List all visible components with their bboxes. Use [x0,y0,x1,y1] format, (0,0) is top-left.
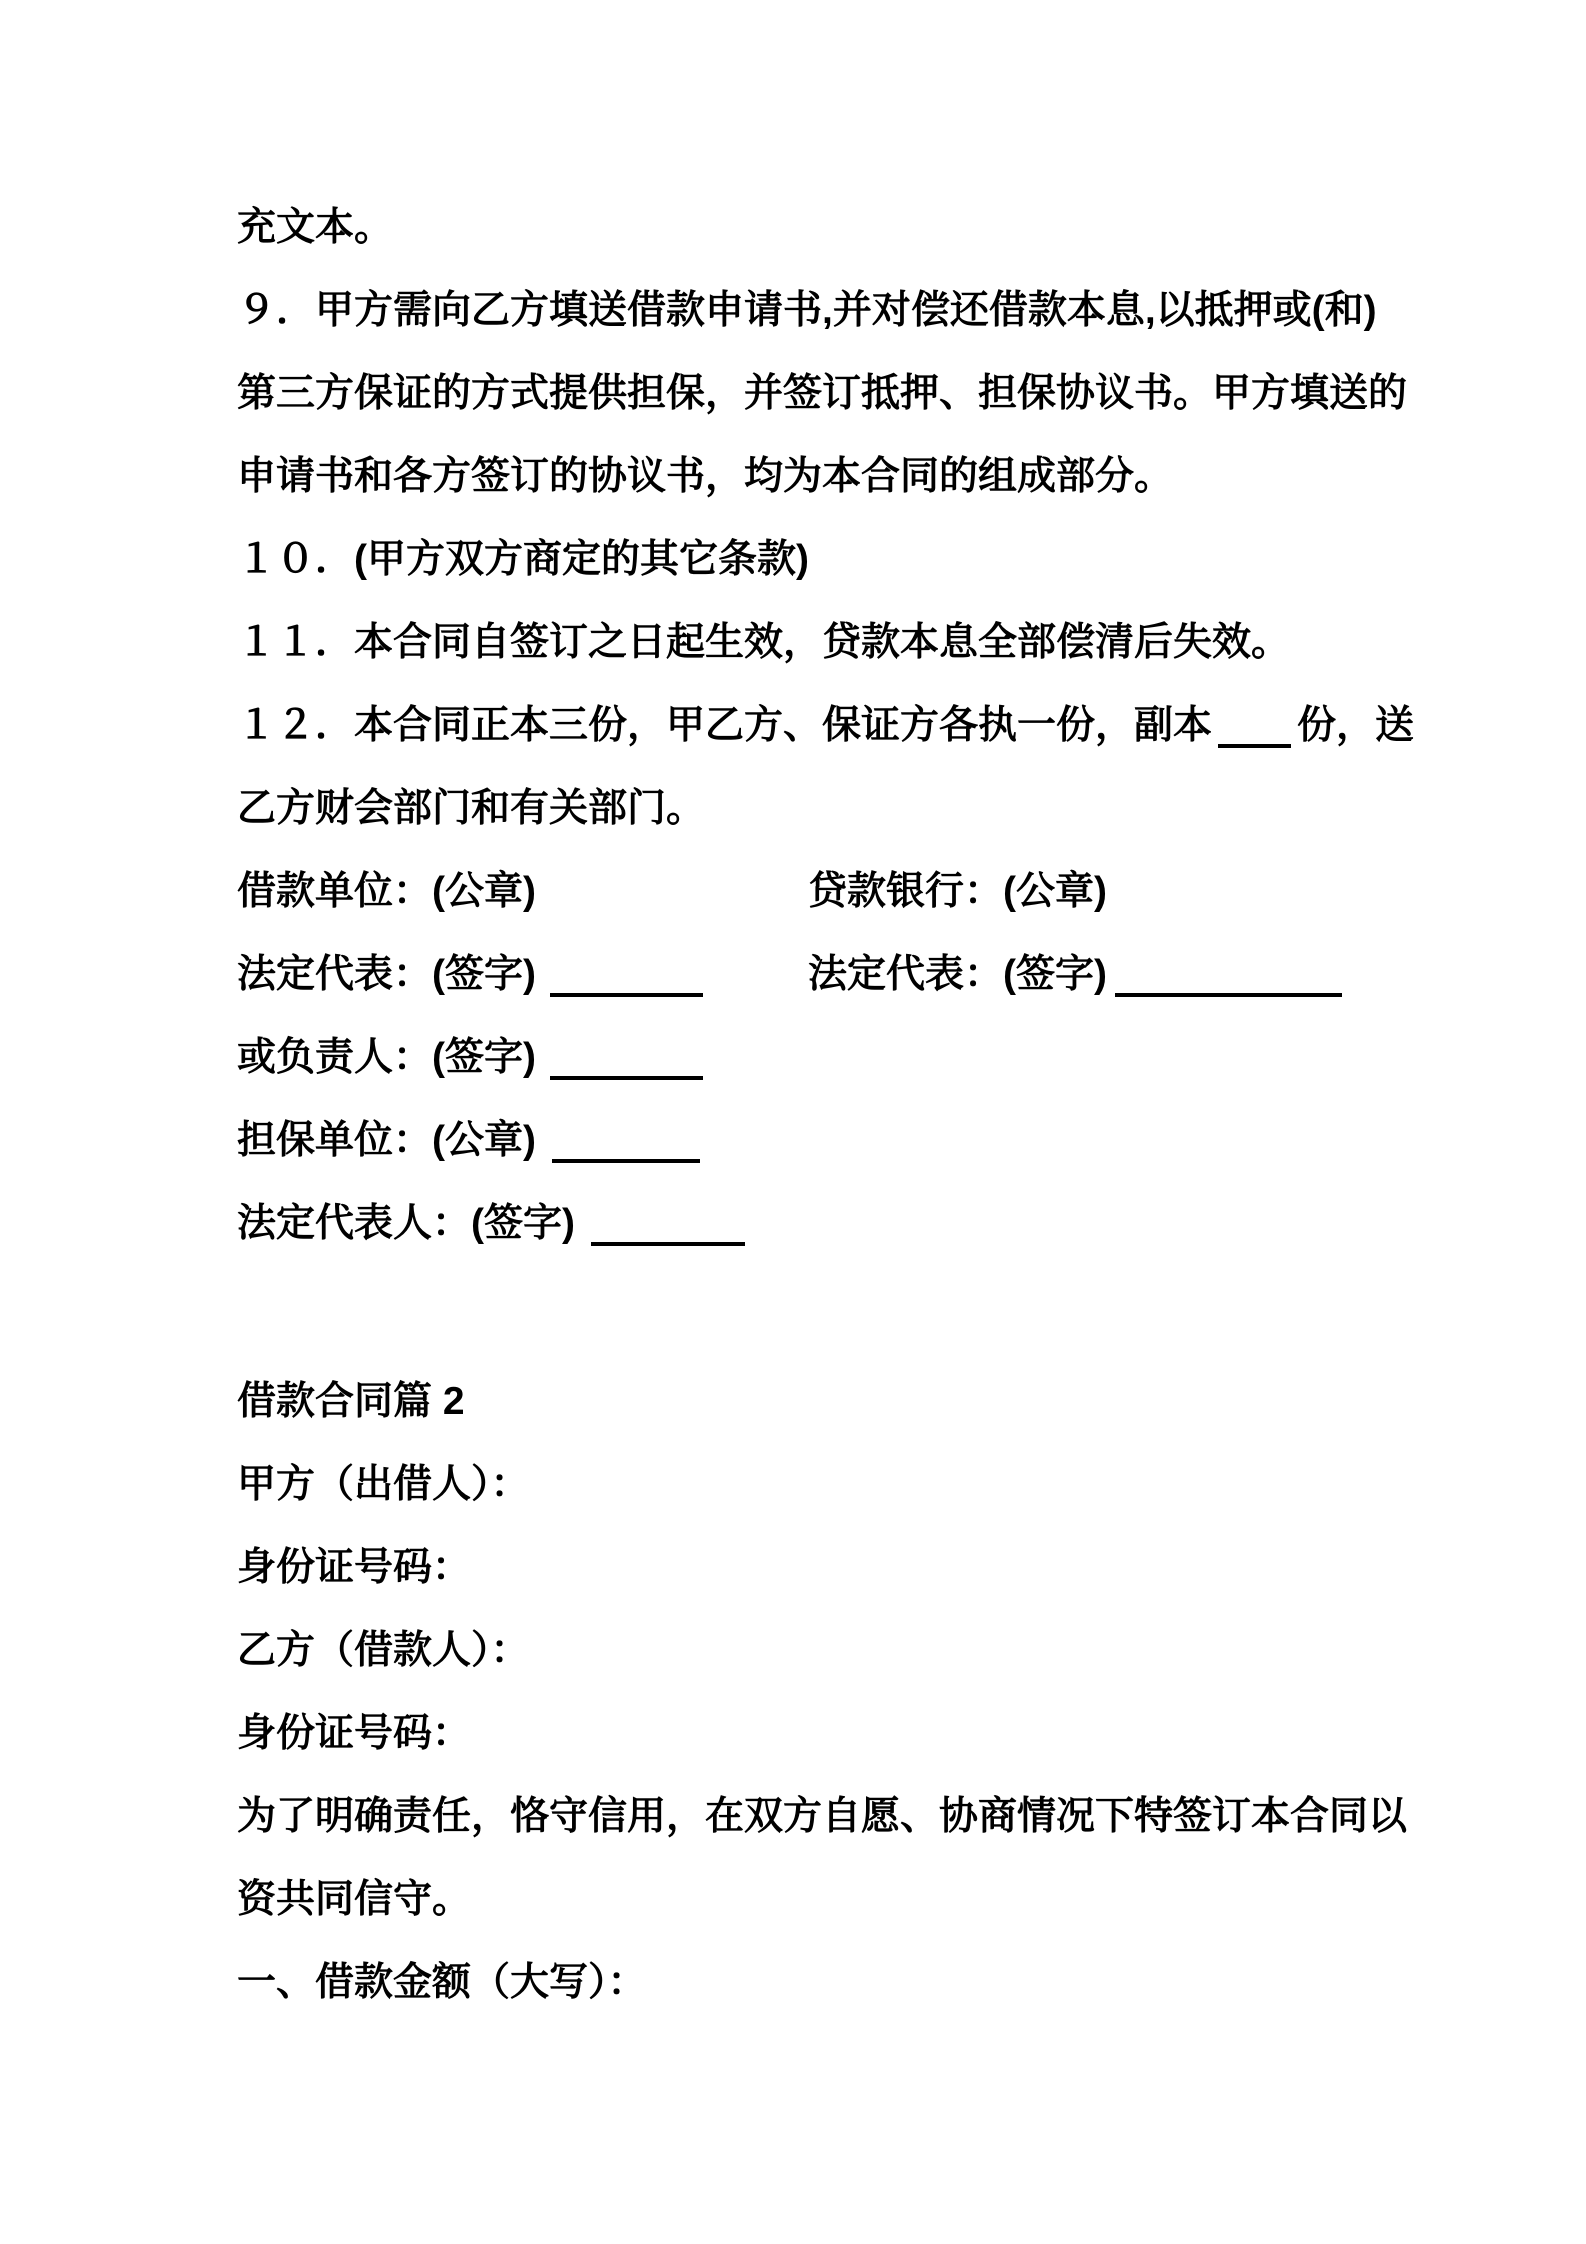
clause-text: １１．本合同自签订之日起生效，贷款本息全部偿清后失效。 [237,621,1291,664]
guarantor-legal-rep-label: 法定代表人：(签字) [237,1202,575,1245]
party-b-line [237,1609,1586,1692]
preamble-text: 为了明确责任，恪守信用，在双方自愿、协商情况下特签订本合同以 [237,1795,1408,1838]
clause-text: １２．本合同正本三份，甲乙方、保证方各执一份，副本 [237,704,1213,747]
section-2-heading [237,1360,1586,1443]
clause-11-line [237,601,1586,684]
responsible-person-line [237,1016,1586,1099]
section-break [237,1265,1586,1360]
borrower-unit-label: 借款单位：(公章) [237,870,536,913]
clause-9-line-2 [237,352,1586,435]
responsible-person-label: 或负责人：(签字) [237,1036,536,1079]
clause-text: 充文本。 [237,206,394,249]
lender-bank-column [808,850,1107,933]
party-a-line [237,1443,1586,1526]
lender-bank-label: 贷款银行：(公章) [808,870,1107,913]
preamble-text: 资共同信守。 [237,1878,472,1921]
clause-text: １０．(甲方双方商定的其它条款) [237,538,809,581]
clause-text: 申请书和各方签订的协议书，均为本合同的组成部分。 [237,455,1174,498]
party-b-label: 乙方（借款人）： [237,1629,530,1672]
guarantor-legal-rep-line [237,1182,1586,1265]
clause-9-line-1 [237,269,1586,352]
lender-legal-rep-signature-blank [1115,993,1342,997]
guarantor-unit-seal-blank [552,1159,700,1163]
borrower-legal-rep-signature-blank [550,993,703,997]
party-a-label: 甲方（出借人）： [237,1463,530,1506]
copies-count-blank [1218,744,1291,748]
clause-9-line-3 [237,435,1586,518]
party-b-id-line [237,1692,1586,1775]
guarantor-legal-rep-signature-blank [591,1242,745,1246]
borrower-legal-rep-label: 法定代表：(签字) [237,953,536,996]
seal-row [237,850,1586,933]
clause-text: ９．甲方需向乙方填送借款申请书,并对偿还借款本息,以抵押或(和) [237,289,1377,332]
clause-12-line-2 [237,767,1586,850]
responsible-person-signature-blank [550,1076,703,1080]
preamble-line-1 [237,1775,1586,1858]
clause-text: 份，送 [1297,704,1415,747]
lender-legal-rep-column [808,933,1342,1016]
clause-12-line-1 [237,684,1586,767]
preamble-line-2 [237,1858,1586,1941]
clause-10-line [237,518,1586,601]
legal-rep-row [237,933,1586,1016]
party-a-id-line [237,1526,1586,1609]
guarantor-unit-label: 担保单位：(公章) [237,1119,536,1162]
intro-tail-line [237,186,1586,269]
guarantor-unit-line [237,1099,1586,1182]
party-b-id-label: 身份证号码： [237,1712,472,1755]
loan-amount-line [237,1941,1586,2024]
section-heading-text: 借款合同篇 2 [237,1380,465,1423]
party-a-id-label: 身份证号码： [237,1546,472,1589]
loan-amount-label: 一、借款金额（大写）： [237,1961,647,2004]
lender-legal-rep-label: 法定代表：(签字) [808,953,1107,996]
clause-text: 第三方保证的方式提供担保，并签订抵押、担保协议书。甲方填送的 [237,372,1408,415]
clause-text: 乙方财会部门和有关部门。 [237,787,706,830]
